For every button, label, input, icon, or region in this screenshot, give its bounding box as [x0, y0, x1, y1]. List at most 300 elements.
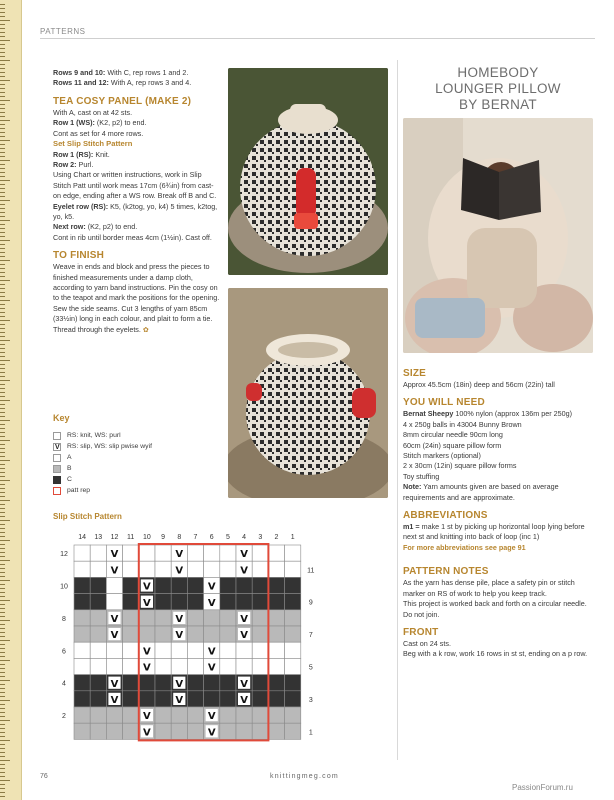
chart-column-label: 7 [193, 534, 198, 541]
tea-cosy-photo-bottom [228, 288, 388, 498]
chart-slip-symbol: V [110, 630, 119, 642]
chart-slip-symbol: V [240, 678, 248, 690]
chart-cell [155, 691, 171, 707]
ruler-tick [0, 432, 5, 433]
ruler-tick [0, 684, 5, 685]
ruler-tick [0, 640, 10, 641]
ruler-tick [0, 216, 5, 217]
ruler-tick [0, 48, 5, 49]
chart-cell [171, 577, 187, 593]
column-divider [397, 60, 398, 760]
chart-cell [155, 723, 171, 739]
ruler-tick [0, 580, 10, 581]
ruler-tick [0, 624, 5, 625]
ruler-tick [0, 500, 10, 501]
chart-cell [285, 723, 301, 739]
ruler-tick [0, 740, 10, 741]
ruler-tick [0, 88, 5, 89]
end-mark-icon: ✿ [142, 324, 149, 334]
chart-cell [252, 723, 268, 739]
ruler-tick [0, 556, 5, 557]
rows-9-10-text: With C, rep rows 1 and 2. [105, 68, 189, 77]
chart-cell [285, 594, 301, 610]
chart-cell [90, 707, 106, 723]
ruler-tick [0, 124, 5, 125]
ruler-tick [0, 152, 5, 153]
chart-slip-symbol: V [207, 597, 216, 609]
material-item: 8mm circular needle 90cm long [403, 430, 503, 440]
ruler-tick [0, 116, 5, 117]
ruler-tick [0, 600, 10, 601]
ruler-tick [0, 272, 5, 273]
chart-cell [236, 577, 252, 593]
ruler-tick [0, 792, 5, 793]
ruler-tick [0, 256, 5, 257]
chart-column-label: 6 [209, 534, 214, 541]
ruler-tick [0, 408, 5, 409]
ruler-tick [0, 380, 10, 381]
chart-cell [74, 707, 90, 723]
ruler-tick [0, 568, 5, 569]
chart-cell [252, 658, 268, 674]
left-column [53, 68, 221, 335]
key-swatch-knit [53, 432, 61, 440]
chart-cell [204, 561, 220, 577]
chart-cell [285, 642, 301, 658]
chart-cell [171, 642, 187, 658]
ruler-tick [0, 140, 10, 141]
ruler-tick [0, 40, 10, 41]
tea-cosy-photo-top [228, 68, 388, 275]
chart-cell [90, 561, 106, 577]
chart-cell [220, 594, 236, 610]
chart-cell [187, 691, 203, 707]
chart-slip-symbol: V [143, 646, 151, 658]
chart-column-label: 2 [274, 534, 279, 541]
chart-cell [155, 626, 171, 642]
chart-cell [90, 610, 106, 626]
material-item: Toy stuffing [403, 471, 440, 481]
ruler-tick [0, 592, 5, 593]
ruler-tick [0, 724, 5, 725]
chart-row-label-left: 4 [62, 680, 66, 688]
key-item [53, 441, 152, 452]
ruler-tick [0, 368, 5, 369]
ruler-tick [0, 756, 5, 757]
chart-column-label: 11 [127, 534, 135, 541]
chart-cell [106, 642, 122, 658]
finish-heading: TO FINISH [53, 250, 105, 262]
chart-cell [123, 545, 139, 561]
ruler-tick [0, 24, 5, 25]
ruler-tick [0, 276, 5, 277]
chart-cell [90, 675, 106, 691]
ruler-tick [0, 484, 5, 485]
next-row-label: Next row: [53, 222, 86, 232]
ruler-tick [0, 672, 5, 673]
key-label: A [67, 454, 72, 461]
ruler-tick [0, 412, 5, 413]
ruler-tick [0, 224, 5, 225]
chart-cell [204, 675, 220, 691]
chart-slip-symbol: V [143, 662, 151, 674]
chart-slip-symbol: V [110, 695, 119, 706]
chart-cell [268, 561, 284, 577]
ruler-tick [0, 32, 5, 33]
chart-cell [139, 691, 155, 707]
chart-cell [187, 561, 203, 577]
chart-cell [236, 642, 252, 658]
chart-column-label: 14 [78, 534, 86, 541]
chart-cell [268, 577, 284, 593]
ruler-tick [0, 352, 5, 353]
ruler-tick [0, 512, 5, 513]
chart-cell [171, 594, 187, 610]
chart-cell [252, 691, 268, 707]
abbr-m1-text: make 1 st by picking up horizontal loop lying before next st and knitting into back of loop (inc 1) [403, 522, 585, 542]
material-item: Stitch markers (optional) [403, 451, 481, 461]
chart-cell [236, 658, 252, 674]
ruler-tick [0, 668, 5, 669]
row1-rs-label: Row 1 (RS): [53, 149, 94, 159]
ruler-tick [0, 264, 5, 265]
chart-cell [123, 626, 139, 642]
ruler-tick [0, 248, 5, 249]
pillow-title-line: LOUNGER PILLOW [435, 81, 561, 96]
row2-text: Purl. [76, 159, 94, 169]
chart-cell [74, 561, 90, 577]
chart-cell [220, 545, 236, 561]
ruler-tick [0, 184, 5, 185]
ruler-tick [0, 176, 5, 177]
ruler-tick [0, 336, 5, 337]
chart-cell [123, 642, 139, 658]
chart-column-label: 1 [290, 534, 295, 541]
ruler-tick [0, 188, 5, 189]
chart-slip-symbol: V [110, 678, 119, 690]
chart-cell [155, 675, 171, 691]
more-abbreviations-link[interactable]: For more abbreviations see page 91 [403, 542, 526, 552]
ruler-tick [0, 64, 5, 65]
row1-rs-text: Knit. [93, 149, 110, 159]
chart-cell [187, 658, 203, 674]
chart-cell [171, 723, 187, 739]
ruler-tick [0, 652, 5, 653]
chart-cell [204, 545, 220, 561]
ruler-tick [0, 20, 10, 21]
rows-9-10-label: Rows 9 and 10: [53, 68, 106, 77]
ruler-tick [0, 616, 5, 617]
ruler-tick [0, 388, 5, 389]
chart-cell [220, 642, 236, 658]
chart-slip-symbol: V [175, 549, 184, 561]
ruler-tick [0, 632, 5, 633]
ruler-tick [0, 340, 10, 341]
chart-column-label: 5 [225, 534, 230, 541]
abbreviations-heading: ABBREVIATIONS [403, 510, 488, 522]
ruler-tick [0, 604, 5, 605]
chart-cell [74, 545, 90, 561]
ruler-tick [0, 144, 5, 145]
chart-cell [252, 545, 268, 561]
ruler-tick [0, 12, 5, 13]
chart-cell [187, 626, 203, 642]
chart-cell [155, 545, 171, 561]
row2-label: Row 2: [53, 159, 77, 169]
watermark: PassionForum.ru [512, 783, 573, 792]
ruler-tick [0, 464, 5, 465]
ruler-tick [0, 392, 5, 393]
chart-cell [106, 658, 122, 674]
ruler-tick [0, 92, 5, 93]
ruler-tick [0, 752, 5, 753]
ruler-tick [0, 120, 10, 121]
right-column [403, 367, 595, 660]
chart-cell [90, 658, 106, 674]
size-text: Approx 45.5cm (18in) deep and 56cm (22in) tall [403, 380, 555, 389]
ruler-tick [0, 416, 5, 417]
ruler-tick [0, 260, 10, 261]
chart-cell [187, 545, 203, 561]
ruler-tick [0, 220, 10, 221]
ruler-tick [0, 100, 10, 101]
ruler-tick [0, 716, 5, 717]
chart-cell [155, 577, 171, 593]
ruler-tick [0, 552, 5, 553]
ruler-tick [0, 84, 5, 85]
ruler-tick [0, 300, 10, 301]
ruler-tick [0, 428, 5, 429]
chart-cell [285, 577, 301, 593]
key-swatch-repeat [53, 487, 61, 495]
chart-slip-symbol: V [240, 614, 248, 625]
chart-cell [236, 594, 252, 610]
chart-cell [74, 675, 90, 691]
key-swatch-slip [53, 443, 61, 451]
ruler-tick [0, 744, 5, 745]
chart-cell [285, 610, 301, 626]
chart-cell [123, 707, 139, 723]
ruler-tick [0, 60, 10, 61]
ruler-tick [0, 96, 5, 97]
key-swatch-a [53, 454, 61, 462]
chart-slip-symbol: V [240, 630, 248, 642]
key-label: C [67, 476, 72, 483]
ruler-tick [0, 424, 5, 425]
chart-cell [74, 691, 90, 707]
ruler-tick [0, 764, 5, 765]
ruler-tick [0, 236, 5, 237]
chart-cell [90, 723, 106, 739]
ruler-tick [0, 548, 5, 549]
chart-slip-symbol: V [207, 581, 216, 593]
chart-cell [220, 610, 236, 626]
ruler-tick [0, 516, 5, 517]
slip-stitch-subheading: Set Slip Stitch Pattern [53, 139, 133, 149]
chart-slip-symbol: V [110, 565, 119, 577]
abbr-m1-label: m1 = [403, 522, 420, 532]
ruler-tick [0, 192, 5, 193]
chart-column-label: 4 [242, 534, 247, 541]
chart-cell [252, 675, 268, 691]
chart-cell [155, 594, 171, 610]
ruler-tick [0, 240, 10, 241]
chart-row-label-right: 7 [308, 632, 313, 640]
ruler-tick [0, 796, 5, 797]
ruler-tick [0, 160, 10, 161]
ruler-tick [0, 52, 5, 53]
front-heading: FRONT [403, 626, 439, 638]
ruler-tick [0, 692, 5, 693]
ruler-tick [0, 244, 5, 245]
chart-cell [123, 675, 139, 691]
ruler-tick [0, 376, 5, 377]
chart-row-label-left: 10 [60, 583, 68, 591]
chart-cell [155, 561, 171, 577]
ruler-tick [0, 488, 5, 489]
ruler-tick [0, 400, 10, 401]
ruler-tick [0, 228, 5, 229]
ruler-tick [0, 268, 5, 269]
chart-slip-symbol: V [207, 711, 216, 723]
ruler-tick [0, 312, 5, 313]
chart-cell [268, 691, 284, 707]
chart-cell [285, 545, 301, 561]
slip-stitch-chart [40, 525, 330, 745]
ruler-tick [0, 544, 5, 545]
ruler-tick [0, 688, 5, 689]
ruler-tick [0, 384, 5, 385]
chart-cell [106, 577, 122, 593]
ruler-tick [0, 436, 5, 437]
chart-cell [268, 675, 284, 691]
note-label: Note: [403, 482, 422, 492]
chart-title: Slip Stitch Pattern [53, 512, 122, 521]
eyelet-text: K5, (k2tog, yo, k4) 5 times, k2tog, yo, k5. [53, 201, 218, 221]
ruler-tick [0, 700, 10, 701]
ruler-tick [0, 356, 5, 357]
chart-cell [220, 626, 236, 642]
ruler-tick [0, 280, 10, 281]
chart-cell [74, 626, 90, 642]
chart-slip-symbol: V [175, 630, 184, 642]
chart-slip-symbol: V [143, 597, 151, 609]
ruler-tick [0, 536, 5, 537]
ruler-tick [0, 108, 5, 109]
cont-rib: Cont in rib until border meas 4cm (1½in). Cast off. [53, 232, 212, 242]
section-header: PATTERNS [40, 27, 86, 36]
chart-cell [74, 610, 90, 626]
chart-instructions: Using Chart or written instructions, work in Slip Stitch Patt until work meas 17cm (6¾in) from cast-on edge, ending after a WS row. Break off B and C. [53, 170, 217, 201]
ruler-tick [0, 496, 5, 497]
chart-cell [268, 610, 284, 626]
ruler-tick [0, 532, 5, 533]
ruler-tick [0, 480, 10, 481]
chart-cell [285, 691, 301, 707]
ruler-tick [0, 576, 5, 577]
chart-cell [268, 707, 284, 723]
key-item [53, 474, 152, 485]
ruler-tick [0, 628, 5, 629]
ruler-tick [0, 520, 10, 521]
ruler-tick [0, 676, 5, 677]
ruler-tick [0, 56, 5, 57]
ruler-tick [0, 156, 5, 157]
ruler-tick [0, 620, 10, 621]
ruler-tick [0, 504, 5, 505]
ruler-tick [0, 596, 5, 597]
ruler-tick [0, 200, 10, 201]
eyelet-label: Eyelet row (RS): [53, 201, 109, 211]
key-swatch-c [53, 476, 61, 484]
rows-11-12-text: With A, rep rows 3 and 4. [108, 78, 192, 88]
ruler-tick [0, 456, 5, 457]
chart-cell [123, 610, 139, 626]
ruler-tick [0, 44, 5, 45]
ruler-tick [0, 404, 5, 405]
ruler-tick [0, 148, 5, 149]
chart-cell [252, 561, 268, 577]
chart-cell [90, 691, 106, 707]
chart-cell [106, 707, 122, 723]
key-item [53, 485, 152, 496]
chart-row-label-right: 5 [308, 664, 313, 672]
chart-cell [252, 626, 268, 642]
ruler-tick [0, 748, 5, 749]
chart-slip-symbol: V [207, 662, 216, 674]
ruler-tick [0, 360, 10, 361]
chart-row-label-right: 3 [308, 696, 313, 704]
chart-cell [90, 594, 106, 610]
chart-cell [123, 577, 139, 593]
key-label: RS: slip, WS: slip pwise wyif [67, 443, 152, 450]
ruler-tick [0, 636, 5, 637]
ruler-tick [0, 316, 5, 317]
ruler-tick [0, 36, 5, 37]
key-item [53, 452, 152, 463]
ruler-tick [0, 208, 5, 209]
chart-column-label: 13 [94, 534, 103, 541]
measuring-ruler [0, 0, 22, 800]
ruler-tick [0, 132, 5, 133]
front-instruction: Beg with a k row, work 16 rows in st st, ending on a p row. [403, 649, 588, 659]
ruler-tick [0, 172, 5, 173]
chart-column-label: 10 [143, 534, 151, 541]
chart-slip-symbol: V [110, 549, 119, 561]
ruler-tick [0, 460, 10, 461]
chart-cell [220, 577, 236, 593]
chart-cell [187, 594, 203, 610]
ruler-tick [0, 560, 10, 561]
chart-cell [123, 691, 139, 707]
chart-cell [268, 594, 284, 610]
ruler-tick [0, 608, 5, 609]
ruler-tick [0, 348, 5, 349]
ruler-tick [0, 448, 5, 449]
front-instruction: Cast on 24 sts. [403, 638, 451, 648]
chart-slip-symbol: V [207, 727, 216, 739]
chart-cell [74, 658, 90, 674]
chart-cell [285, 626, 301, 642]
ruler-tick [0, 324, 5, 325]
ruler-tick [0, 420, 10, 421]
chart-cell [268, 642, 284, 658]
material-item: 2 x 30cm (12in) square pillow forms [403, 461, 517, 471]
key-label: patt rep [67, 487, 91, 494]
ruler-tick [0, 104, 5, 105]
ruler-tick [0, 736, 5, 737]
key-heading: Key [53, 413, 70, 423]
